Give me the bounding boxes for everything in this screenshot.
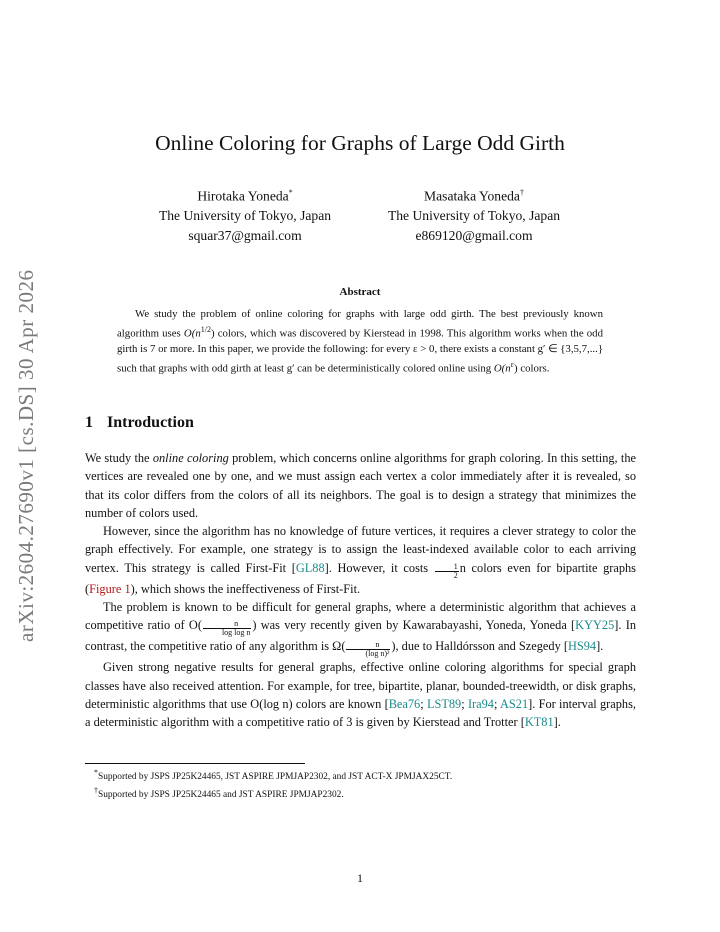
text: The problem is known to be difficult for general graphs, where a deterministic algorithm that achieves a competitive ratio of O( bbox=[85, 600, 636, 633]
text: ), which shows the ineffectiveness of First-Fit. bbox=[130, 581, 361, 596]
author-name: Hirotaka Yoneda bbox=[197, 188, 289, 204]
figure-link[interactable]: Figure 1 bbox=[89, 581, 131, 596]
citation-link[interactable]: Bea76 bbox=[388, 696, 421, 711]
text: Given strong negative results for general graphs, effective online coloring algorithms for special graph classes have also received attention. For example, for tree, bipartite, planar, bounded-treewidth, or disk graphs, deterministic algorithms that use O(log n) colors are known [ bbox=[85, 660, 636, 711]
introduction-body bbox=[85, 449, 636, 732]
author-affiliation: The University of Tokyo, Japan bbox=[387, 208, 561, 224]
text: ) was very recently given by Kawarabayashi, Yoneda, Yoneda [ bbox=[252, 618, 576, 633]
footnote-2 bbox=[94, 784, 452, 802]
section-heading bbox=[85, 414, 194, 432]
separator: ; bbox=[461, 696, 468, 711]
abstract-text: We study the problem of online coloring for graphs with large odd girth. The best previously known algorithm uses bbox=[117, 308, 603, 340]
text: problem, which concerns online algorithms for graph coloring. In this setting, the vertices are revealed one by one, and we must assign each vertex a color immediately after it is revealed, so that its color differs from the colors of all its neighbors. The goal is to design a strategy that minimizes the number of colors used. bbox=[85, 451, 636, 520]
fraction-denominator: 2 bbox=[453, 570, 458, 580]
footnote-1 bbox=[94, 766, 452, 784]
footnote-text: Supported by JSPS JP25K24465 and JST ASPIRE JPMJAP2302. bbox=[98, 790, 344, 801]
citation-link[interactable]: KYY25 bbox=[575, 618, 615, 633]
text: ]. In contrast, the competitive ratio of any algorithm is Ω( bbox=[85, 618, 636, 654]
fraction bbox=[435, 563, 459, 580]
fraction-denominator: (log n)² bbox=[365, 649, 390, 659]
citation-link[interactable]: HS94 bbox=[567, 639, 597, 654]
fraction-numerator: n bbox=[203, 620, 251, 629]
footnote-divider bbox=[85, 763, 305, 764]
author-mark: † bbox=[519, 188, 524, 197]
abstract-math: O(n bbox=[493, 362, 511, 375]
fraction-numerator: n bbox=[346, 641, 390, 650]
separator: ; bbox=[420, 696, 427, 711]
author-mark: * bbox=[288, 188, 293, 197]
footnote-text: Supported by JSPS JP25K24465, JST ASPIRE JPMJAP2302, and JST ACT-X JPMJAX25CT. bbox=[98, 772, 453, 783]
abstract-math-exp: ε bbox=[510, 359, 515, 369]
footnote-mark: † bbox=[94, 786, 98, 796]
text: ]. However, it costs bbox=[324, 560, 434, 575]
citation-link[interactable]: LST89 bbox=[426, 696, 462, 711]
text: ), due to Halldórsson and Szegedy [ bbox=[391, 639, 568, 654]
author-name: Masataka Yoneda bbox=[424, 188, 520, 204]
emphasis: online coloring bbox=[152, 451, 229, 465]
citation-link[interactable]: Ira94 bbox=[467, 696, 494, 711]
text: ]. bbox=[553, 715, 561, 730]
separator: ; bbox=[493, 696, 501, 711]
abstract-heading: Abstract bbox=[339, 286, 381, 298]
paragraph-2 bbox=[85, 522, 636, 598]
abstract-paragraph bbox=[117, 307, 603, 376]
paper-title: Online Coloring for Graphs of Large Odd Girth bbox=[155, 131, 565, 155]
fraction-numerator: 1 bbox=[435, 563, 459, 572]
abstract-math-exp: 1/2 bbox=[200, 325, 211, 334]
section-title: Introduction bbox=[107, 414, 194, 431]
abstract-text: ε > 0, there exists a constant g′ ∈ {3,5,7,...} such that graphs with odd girth at least g′ can be deterministically colored online using bbox=[117, 342, 603, 375]
footnote-mark: * bbox=[94, 768, 98, 777]
text: However, since the algorithm has no knowledge of future vertices, it requires a clever strategy to color the graph effectively. For example, one strategy is to assign the least-indexed available color to each arriving vertex. This strategy is called First-Fit [ bbox=[85, 524, 636, 575]
paragraph-3 bbox=[85, 598, 636, 658]
abstract-body bbox=[117, 307, 603, 376]
citation-link[interactable]: KT81 bbox=[524, 715, 554, 730]
author-email: e869120@gmail.com bbox=[415, 227, 533, 243]
text: n colors even for bipartite graphs ( bbox=[85, 560, 636, 596]
fraction bbox=[203, 620, 251, 637]
page-number: 1 bbox=[357, 871, 363, 885]
author-block-1 bbox=[135, 183, 355, 245]
text: We study the bbox=[85, 451, 153, 465]
footnotes bbox=[94, 766, 452, 802]
author-email: squar37@gmail.com bbox=[188, 227, 302, 243]
author-block-2 bbox=[369, 183, 579, 245]
section-number: 1 bbox=[85, 414, 93, 431]
author-affiliation: The University of Tokyo, Japan bbox=[158, 208, 332, 224]
fraction bbox=[346, 641, 390, 658]
paragraph-1 bbox=[85, 449, 636, 522]
citation-link[interactable]: AS21 bbox=[500, 696, 529, 711]
abstract-math: O(n bbox=[183, 327, 201, 340]
text: ]. For interval graphs, a deterministic algorithm with a competitive ratio of 3 is given by Kierstead and Trotter [ bbox=[85, 696, 636, 730]
abstract-text: ) colors, which was discovered by Kierstead in 1998. This algorithm works when the odd girth is 7 or more. In this paper, we provide the following: for every bbox=[117, 327, 603, 355]
abstract-text: ) colors. bbox=[514, 362, 550, 375]
citation-link[interactable]: GL88 bbox=[295, 560, 325, 575]
paragraph-4 bbox=[85, 658, 636, 731]
fraction-denominator: log log n bbox=[221, 628, 251, 638]
arxiv-stamp: arXiv:2604.27690v1 [cs.DS] 30 Apr 2026 bbox=[14, 269, 38, 642]
text: ]. bbox=[596, 639, 604, 654]
